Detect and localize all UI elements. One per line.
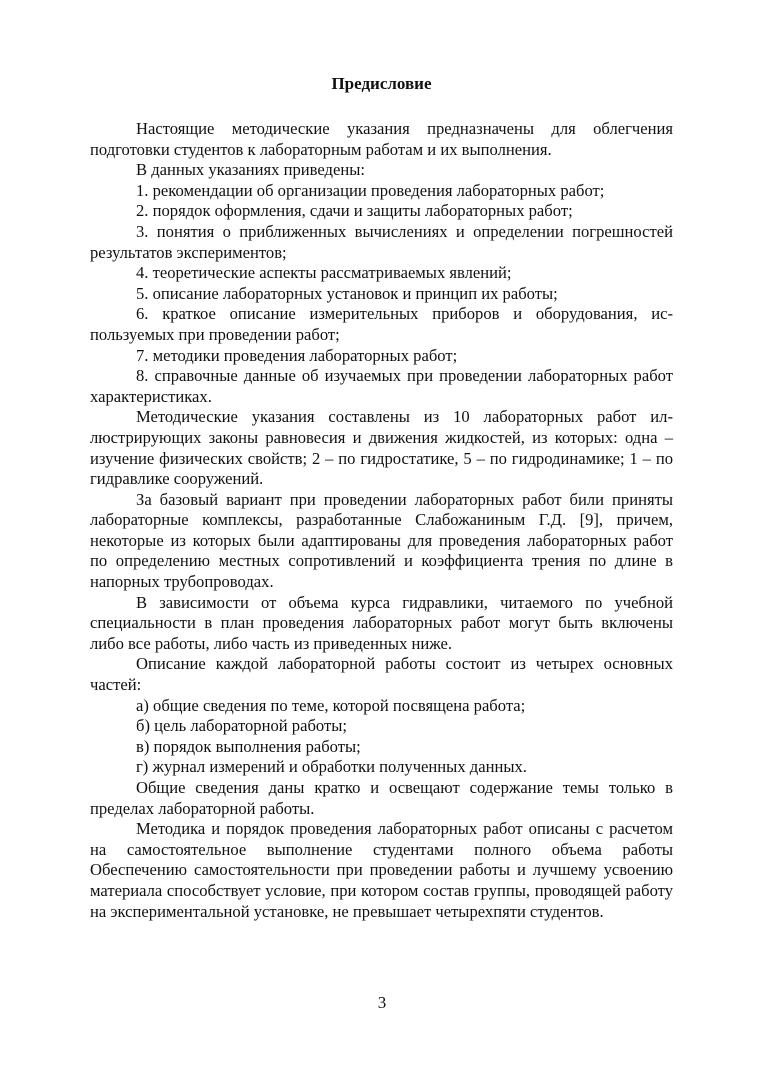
list-item-8: 8. справочные данные об изучаемых при проведении лабораторных работ характеристиках. (90, 366, 673, 406)
list-intro: В данных указаниях приведены: (136, 160, 365, 180)
course-volume-paragraph: В зависимости от объема курса гидравлики, читаемого по учебной специальности в план проведения лабораторных работ могут быть включены либо все работы, либо часть из приведенных ниже. (90, 592, 673, 653)
general-info-paragraph: Общие сведения даны кратко и освещают содержание темы только в пределах лабораторной работы. (90, 778, 673, 818)
list-item-7: 7. методики проведения лабораторных работ; (136, 345, 458, 365)
list-item-1: 1. рекомендации об организации проведения лабораторных работ; (136, 180, 605, 200)
list-item-4: 4. теоретические аспекты рассматриваемых явлений; (136, 263, 512, 283)
part-item-d: г) журнал измерений и обработки полученных данных. (136, 757, 527, 777)
list-item-3: 3. понятия о приближенных вычислениях и определении погрешностей результатов экспериментов; (90, 221, 673, 262)
page-number: 3 (377, 993, 387, 1012)
description-parts-paragraph: Описание каждой лабораторной работы состоит из четырех основных частей: (90, 654, 673, 695)
base-variant-paragraph: За базовый вариант при проведении лабораторных работ били приняты лабораторные комплексы, разработанные Слабожаниным Г.Д. [9], причем, некоторые из которых были адаптированы для проведения лабораторных работ по определению местных сопротивлений и коэффициента трения по длине в напорных трубопроводах. (90, 489, 673, 592)
part-item-c: в) порядок выполнения работы; (136, 736, 361, 756)
list-item-6: 6. краткое описание измерительных приборов и оборудования, используемых при проведении работ; (90, 304, 673, 344)
document-body (90, 119, 673, 922)
intro-paragraph: Настоящие методические указания предназначены для облегчения подготовки студентов к лабораторным работам и их выполнения. (90, 119, 673, 159)
methodology-paragraph: Методика и порядок проведения лабораторных работ описаны с расчетом на самостоятельное выполнение студентами полного объема работы Обеспечению самостоятельности при проведении работы и лучшему усвоению материала способствует условие, при котором состав группы, проводящей работу на экспериментальной установке, не превышает четырехпяти студентов. (90, 819, 673, 921)
document-page (90, 74, 673, 922)
part-item-b: б) цель лабораторной работы; (136, 716, 348, 736)
list-item-2: 2. порядок оформления, сдачи и защиты лабораторных работ; (136, 201, 573, 221)
list-item-5: 5. описание лабораторных установок и принцип их работы; (136, 283, 558, 303)
part-item-a: а) общие сведения по теме, которой посвящена работа; (136, 695, 526, 715)
page-title: Предисловие (331, 74, 432, 93)
composition-paragraph: Методические указания составлены из 10 лабораторных работ иллюстрирующих законы равновесия и движения жидкостей, из которых: одна – изучение физических свойств; 2 – по гидростатике, 5 – по гидродинамике; 1 – по гидравлике сооружений. (90, 407, 673, 489)
